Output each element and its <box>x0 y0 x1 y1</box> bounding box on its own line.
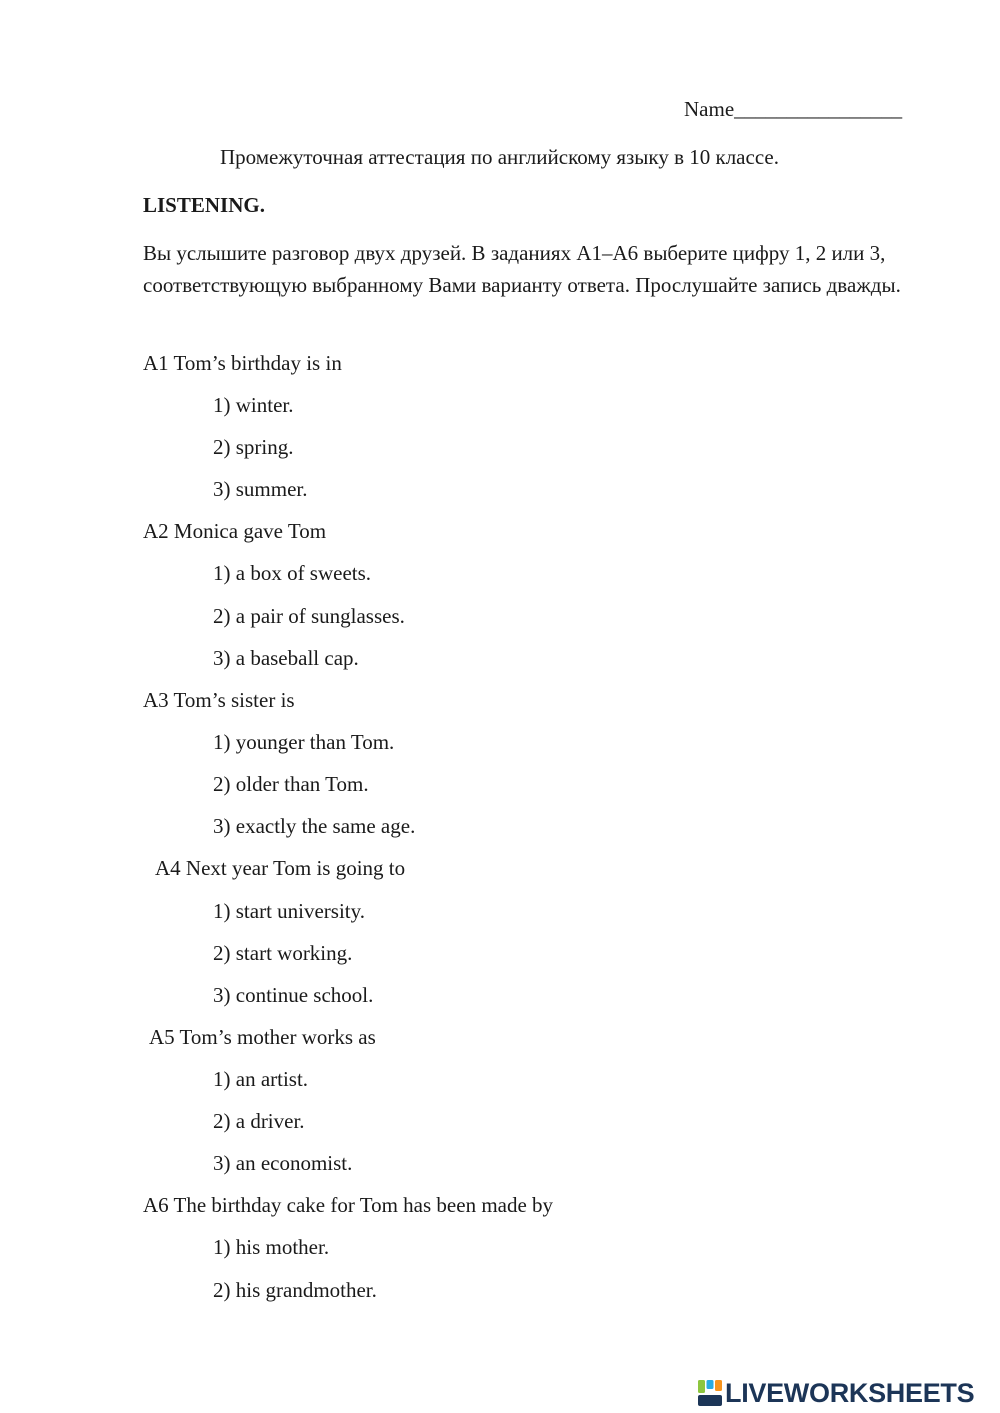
question-a3-option-2: 2) older than Tom. <box>213 772 369 796</box>
question-a2-stem: A2 Monica gave Tom <box>143 519 327 543</box>
question-a2-option-1: 1) a box of sweets. <box>213 561 372 585</box>
question-a5-option-3: 3) an economist. <box>213 1151 353 1175</box>
question-a3-option-3: 3) exactly the same age. <box>213 814 416 838</box>
liveworksheets-logo[interactable] <box>697 1376 974 1410</box>
question-a6-option-2: 2) his grandmother. <box>213 1278 377 1302</box>
question-a1-option-3: 3) summer. <box>213 477 308 501</box>
question-a6-stem: A6 The birthday cake for Tom has been made by <box>143 1193 554 1217</box>
question-a4-option-1: 1) start university. <box>213 899 366 923</box>
question-a5-stem: A5 Tom’s mother works as <box>149 1025 376 1049</box>
question-a3-stem: A3 Tom’s sister is <box>143 688 295 712</box>
liveworksheets-logo-icon <box>697 1378 723 1408</box>
question-a2-option-2: 2) a pair of sunglasses. <box>213 604 405 628</box>
question-a6-option-1: 1) his mother. <box>213 1235 330 1259</box>
name-field-label: Name________________ <box>684 97 903 121</box>
page-title: Промежуточная аттестация по английскому языку в 10 классе. <box>220 145 779 169</box>
question-a3-option-1: 1) younger than Tom. <box>213 730 395 754</box>
liveworksheets-logo-text: LIVEWORKSHEETS <box>725 1377 975 1408</box>
instructions-paragraph: Вы услышите разговор двух друзей. В заданиях А1–А6 выберите цифру 1, 2 или 3, соответствующую выбранному Вами варианту ответа. Прослушайте запись дважды. <box>143 241 901 297</box>
question-a1-stem: A1 Tom’s birthday is in <box>143 351 342 375</box>
question-a5-option-2: 2) a driver. <box>213 1109 305 1133</box>
question-a5-option-1: 1) an artist. <box>213 1067 309 1091</box>
question-a4-option-2: 2) start working. <box>213 941 353 965</box>
question-a1-option-1: 1) winter. <box>213 393 294 417</box>
question-a1-option-2: 2) spring. <box>213 435 294 459</box>
question-a4-stem: A4 Next year Tom is going to <box>155 856 406 880</box>
question-a4-option-3: 3) continue school. <box>213 983 374 1007</box>
section-heading: LISTENING. <box>143 193 265 217</box>
question-a2-option-3: 3) a baseball cap. <box>213 646 359 670</box>
